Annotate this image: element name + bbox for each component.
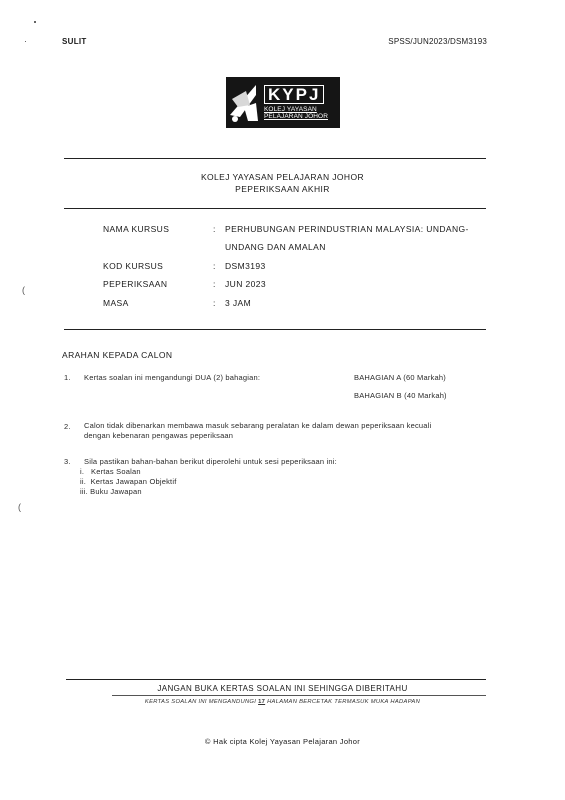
divider-footer-mid (112, 695, 486, 696)
section-a: BAHAGIAN A (60 Markah) (354, 373, 446, 382)
college-name: KOLEJ YAYASAN PELAJARAN JOHOR (200, 172, 365, 182)
scan-speck (34, 21, 36, 23)
item-number: 3. (64, 457, 71, 466)
divider-footer-top (66, 679, 486, 680)
divider-info-top (64, 208, 486, 209)
info-label: MASA (103, 298, 129, 308)
logo-emblem-icon (226, 77, 262, 128)
kypj-logo (226, 77, 340, 128)
material-item: i. Kertas Soalan (80, 467, 141, 476)
material-item: iii. Buku Jawapan (80, 487, 142, 496)
info-colon: : (213, 298, 216, 308)
item-1-text: Kertas soalan ini mengandungi DUA (2) bahagian: (84, 373, 261, 382)
info-label: KOD KURSUS (103, 261, 164, 271)
divider-info-bottom (64, 329, 486, 330)
scan-mark: ( (18, 502, 21, 512)
item-2-line-2: dengan kebenaran pengawas peperiksaan (84, 431, 234, 440)
page-count: 17 (258, 699, 266, 705)
paper-code: SPSS/JUN2023/DSM3193 (388, 37, 487, 46)
do-not-open-warning: JANGAN BUKA KERTAS SOALAN INI SEHINGGA DIBERITAHU (157, 684, 408, 693)
scan-mark: ( (22, 285, 25, 295)
section-b: BAHAGIAN B (40 Markah) (354, 391, 447, 400)
item-number: 1. (64, 373, 71, 382)
logo-text (264, 85, 328, 120)
logo-line-2: PELAJARAN JOHOR (264, 113, 328, 120)
item-3-text: Sila pastikan bahan-bahan berikut diperolehi untuk sesi peperiksaan ini: (84, 457, 337, 466)
info-colon: : (213, 261, 216, 271)
divider-top (64, 158, 486, 159)
logo-acronym: KYPJ (264, 85, 324, 104)
instructions-heading: ARAHAN KEPADA CALON (62, 350, 173, 360)
info-colon: : (213, 279, 216, 289)
material-item: ii. Kertas Jawapan Objektif (80, 477, 177, 486)
info-value: JUN 2023 (225, 279, 266, 289)
info-value: 3 JAM (225, 298, 252, 308)
classification-label: SULIT (62, 37, 87, 46)
info-colon: : (213, 224, 216, 234)
logo-line-1: KOLEJ YAYASAN (264, 106, 317, 113)
page-count-prefix: KERTAS SOALAN INI MENGANDUNGI (144, 699, 257, 705)
item-2-line-1: Calon tidak dibenarkan membawa masuk sebarang peralatan ke dalam dewan peperiksaan kecuali (84, 421, 432, 430)
info-value: DSM3193 (225, 261, 266, 271)
item-number: 2. (64, 422, 71, 431)
info-label: NAMA KURSUS (103, 224, 170, 234)
info-value: PERHUBUNGAN PERINDUSTRIAN MALAYSIA: UNDANG-UNDANG DAN AMALAN (225, 224, 469, 252)
info-label: PEPERIKSAAN (103, 279, 168, 289)
scan-speck (25, 41, 26, 42)
page-count-note (0, 699, 565, 705)
copyright-notice: © Hak cipta Kolej Yayasan Pelajaran Johor (204, 737, 361, 746)
exam-title: PEPERIKSAAN AKHIR (235, 184, 330, 194)
page-count-suffix: HALAMAN BERCETAK TERMASUK MUKA HADAPAN (267, 699, 421, 705)
